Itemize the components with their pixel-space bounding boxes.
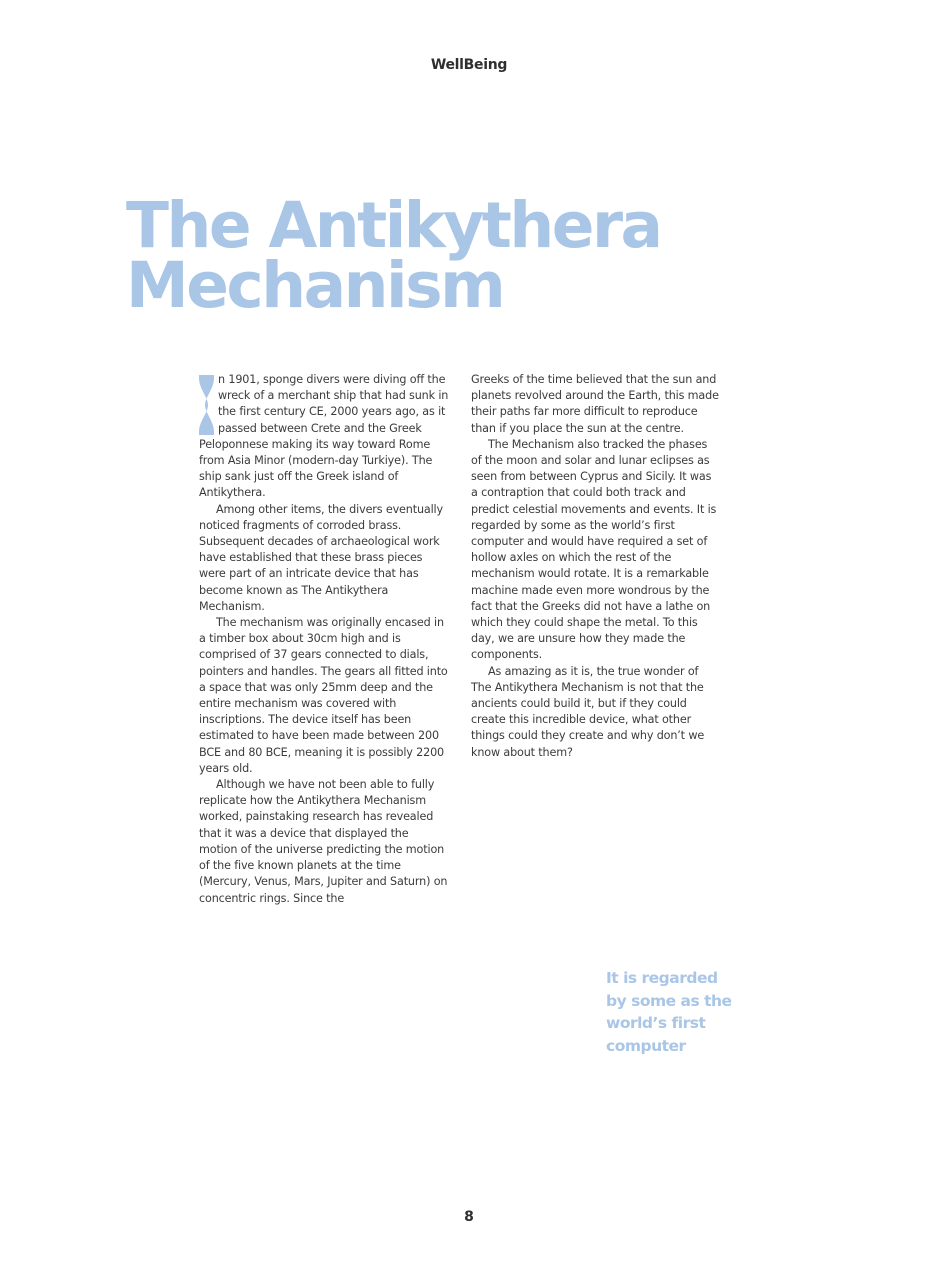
paragraph-4: Although we have not been able to fully replicate how the Antikythera Mechanism worked, painstaking research has revealed that it was a device that displayed the motion of the universe predicting the motion of the five known planets at the time (Mercury, Venus, Mars, Jupiter and Saturn) on concentric rings. Since the (199, 778, 448, 905)
magazine-name: WellBeing (430, 57, 508, 73)
article-title-line-1: The Antikythera (126, 189, 661, 262)
paragraph-6: As amazing as it is, the true wonder of The Antikythera Mechanism is not that the ancients could build it, but if they could create this incredible device, what other things could they create and why don’t we know about them? (471, 664, 705, 759)
paragraph-1: n 1901, sponge divers were diving off the wreck of a merchant ship that had sunk in the first century CE, 2000 years ago, as it passed between Crete and the Greek Peloponnese making its way toward Rome from Asia Minor (modern-day Turkiye). The ship sank just off the Greek island of Antikythera. (199, 373, 449, 500)
paragraph-4-continued: Greeks of the time believed that the sun and planets revolved around the Earth, this made their paths far more difficult to reproduce than if you place the sun at the centre. (471, 373, 719, 435)
page-number: 8 (464, 1209, 474, 1225)
paragraph-3: The mechanism was originally encased in a timber box about 30cm high and is comprised of 37 gears connected to dials, pointers and handles. The gears all fitted into a space that was only 25mm deep and the entire mechanism was covered with inscriptions. The device itself has been estimated to have been made between 200 BCE and 80 BCE, meaning it is possibly 2200 years old. (199, 616, 448, 775)
dropcap-letter (199, 375, 214, 435)
article-title (126, 189, 661, 322)
dropcap-i-glyph (199, 375, 214, 435)
paragraph-2: Among other items, the divers eventually noticed fragments of corroded brass. Subsequent decades of archaeological work have established that these brass pieces were part of an intricate device that has become known as The Antikythera Mechanism. (199, 502, 443, 613)
pull-quote: It is regarded by some as the world’s first computer (606, 969, 732, 1055)
article-title-line-2: Mechanism (126, 249, 504, 322)
article-column-right (471, 372, 719, 761)
article-column-left (199, 372, 449, 907)
paragraph-5: The Mechanism also tracked the phases of the moon and solar and lunar eclipses as seen from between Cyprus and Sicily. It was a contraption that could both track and predict celestial movements and events. It is regarded by some as the world’s first computer and would have required a set of hollow axles on which the rest of the mechanism would rotate. It is a remarkable machine made even more wondrous by the fact that the Greeks did not have a lathe on which they could shape the metal. To this day, we are unsure how they made the components. (471, 437, 717, 662)
